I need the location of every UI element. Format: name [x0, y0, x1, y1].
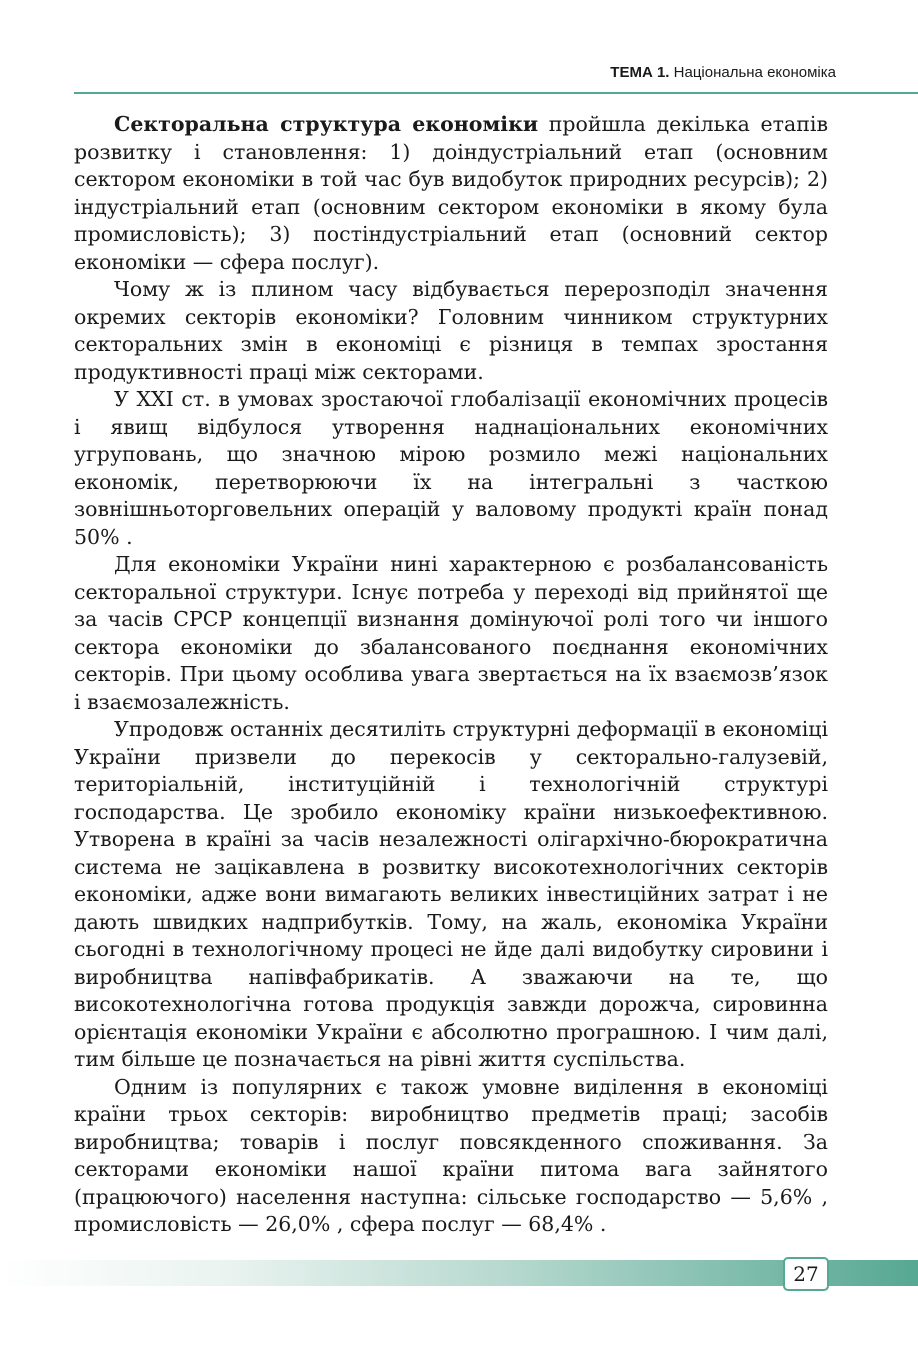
paragraph-text: Упродовж останніх десятиліть структурні деформації в економіці України призвели до перекосів у секторально-галузевій, територіальній, інституційній і технологічній структурі господарства. Це зробило економіку країни низькоефективною. Утворена в країні за часів незалежності олігархічно-бюрократична система не зацікавлена в розвитку високотехнологічних секторів економіки, адже вони вимагають великих інвестиційних затрат і не дають швидких надприбутків. Тому, на жаль, економіка України сьогодні в технологічному процесі не йде далі видобутку сировини і виробництва напівфабрикатів. А зважаючи на те, що високотехнологічна готова продукція завжди дорожча, сировинна орієнтація економіки України є абсолютно програшною. І чим далі, тим більше це позначається на рівні життя суспільства.: [74, 717, 828, 1071]
paragraph-2: [74, 276, 828, 386]
paragraph-3: [74, 386, 828, 551]
footer-gradient-band: [0, 1260, 918, 1286]
paragraph-text: Чому ж із плином часу відбувається перерозподіл значення окремих секторів економіки? Головним чинником структурних секторальних змін в економіці є різниця в темпах зростання продуктивності праці між секторами.: [74, 277, 828, 384]
paragraph-text: пройшла декілька етапів розвитку і становлення: 1) доіндустріальний етап (основним сектором економіки в той час був видобуток природних ресурсів); 2) індустріальний етап (основним сектором економіки в якому була промисловість); 3) постіндустріальний етап (основний сектор економіки — сфера послуг).: [74, 112, 828, 274]
bold-term: Секторальна структура економіки: [114, 112, 539, 136]
running-header: [610, 64, 836, 81]
paragraph-1: [74, 111, 828, 276]
paragraph-5: [74, 716, 828, 1074]
chapter-title: Національна економіка: [673, 64, 836, 81]
chapter-label: ТЕМА 1.: [610, 64, 670, 81]
paragraph-text: Одним із популярних є також умовне виділення в економіці країни трьох секторів: виробництво предметів праці; засобів виробництва; товарів і послуг повсякденного споживання. За секторами економіки нашої країни питома вага зайнятого (працюючого) населення наступна: сільське господарство — 5,6% , промисловість — 26,0% , сфера послуг — 68,4% .: [74, 1074, 828, 1236]
paragraph-text: Для економіки України нині характерною є розбалансованість секторальної структури. Існує потреба у переході від прийнятої ще за часів СРСР концепції визнання домінуючої ролі того чи іншого сектора економіки до збалансованого поєднання економічних секторів. При цьому особлива увага звертається на їх взаємозв’язок і взаємозалежність.: [74, 552, 828, 714]
main-text: [74, 111, 828, 1239]
header-divider: [74, 92, 918, 94]
paragraph-text: У ХХІ ст. в умовах зростаючої глобалізації економічних процесів і явищ відбулося утворення наднаціональних економічних угруповань, що значною мірою розмило межі національних економік, перетворюючи їх на інтегральні з часткою зовнішньоторговельних операцій у валовому продукті країн понад 50% .: [74, 387, 828, 549]
paragraph-6: [74, 1074, 828, 1239]
page-number: 27: [783, 1257, 829, 1291]
paragraph-4: [74, 551, 828, 716]
